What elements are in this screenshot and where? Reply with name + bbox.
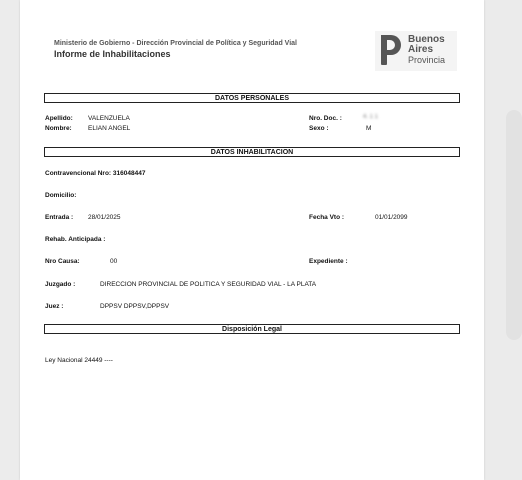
section-personal-header: DATOS PERSONALES — [44, 93, 460, 103]
doc-label: Nro. Doc. : — [309, 115, 342, 122]
sexo-value: M — [366, 125, 372, 132]
juez-value: DPPSV DPPSV,DPPSV — [100, 303, 170, 310]
next-page-preview — [506, 110, 522, 340]
domicilio-label: Domicilio: — [45, 192, 77, 199]
logo-text-2: Aires — [408, 44, 434, 55]
report-title: Informe de Inhabilitaciones — [54, 49, 171, 59]
fecha-vto-value: 01/01/2099 — [375, 214, 408, 221]
document-page — [20, 0, 484, 480]
fecha-vto-label: Fecha Vto : — [309, 214, 345, 221]
entrada-label: Entrada : — [45, 214, 74, 221]
legal-text: Ley Nacional 24449 ---- — [45, 357, 113, 364]
doc-value-redacted: 4. 1 1 — [363, 114, 379, 120]
apellido-value: VALENZUELA — [88, 115, 130, 122]
juez-label: Juez : — [45, 303, 64, 310]
nombre-label: Nombre: — [45, 125, 72, 132]
apellido-label: Apellido: — [45, 115, 73, 122]
contravencional-number: Contravencional Nro: 316048447 — [45, 170, 146, 177]
entrada-value: 28/01/2025 — [88, 214, 121, 221]
nro-causa-label: Nro Causa: — [45, 258, 80, 265]
viewer-left-margin — [0, 0, 20, 480]
juzgado-label: Juzgado : — [45, 281, 76, 288]
sexo-label: Sexo : — [309, 125, 329, 132]
ministry-heading: Ministerio de Gobierno - Dirección Provincial de Política y Seguridad Vial — [54, 40, 297, 47]
nro-causa-value: 00 — [110, 258, 118, 265]
juzgado-value: DIRECCION PROVINCIAL DE POLITICA Y SEGURIDAD VIAL - LA PLATA — [100, 281, 317, 288]
section-inhabilitacion-header: DATOS INHABILITACION — [44, 147, 460, 157]
viewer-right-margin — [484, 0, 522, 480]
buenos-aires-logo — [375, 31, 457, 71]
logo-text-3: Provincia — [408, 55, 446, 65]
logo-text-1: Buenos — [408, 34, 445, 45]
expediente-label: Expediente : — [309, 258, 348, 265]
section-legal-header: Disposición Legal — [44, 324, 460, 334]
nombre-value: ELIAN ANGEL — [88, 125, 131, 132]
rehab-label: Rehab. Anticipada : — [45, 236, 106, 243]
